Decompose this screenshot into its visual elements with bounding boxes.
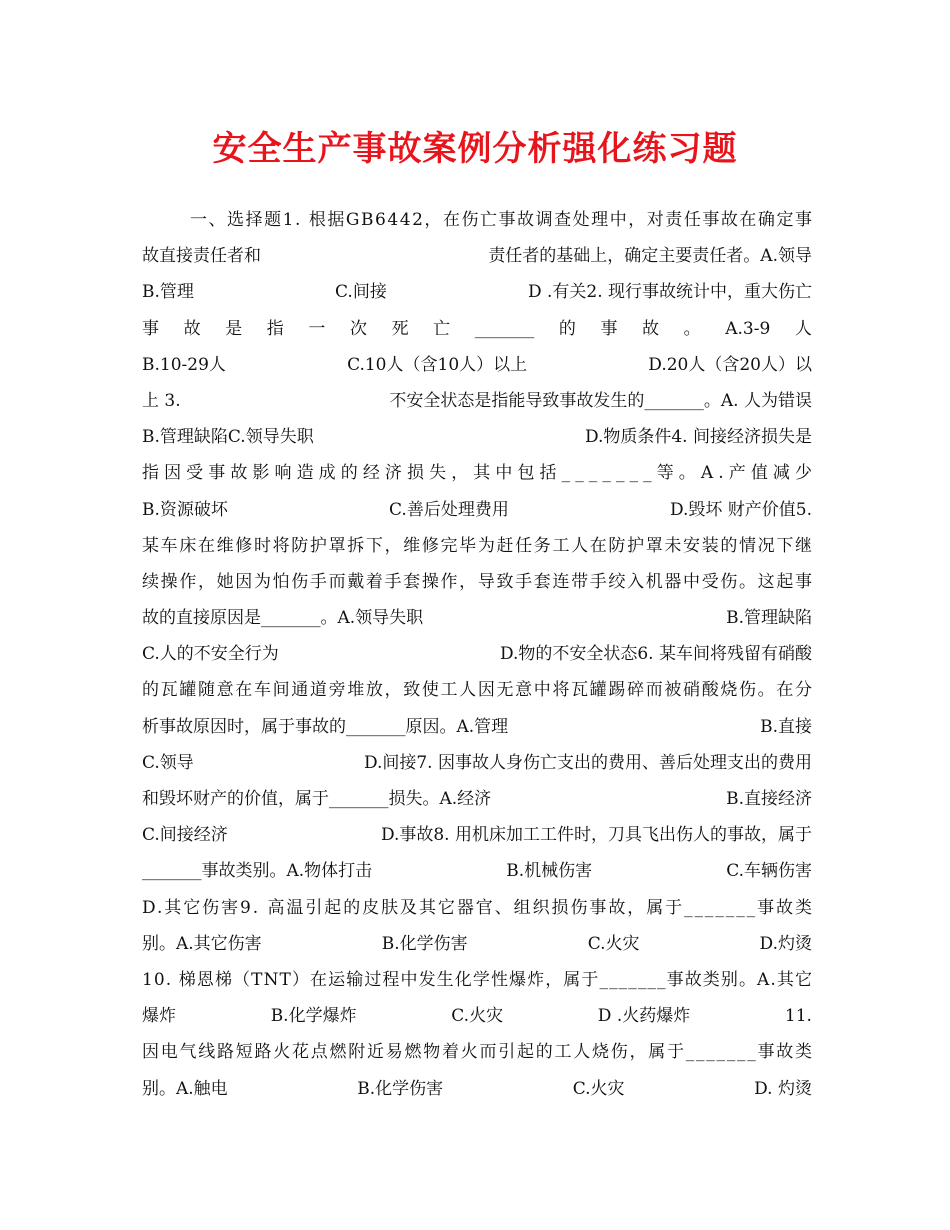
text-line [142, 455, 818, 491]
text-segment: B.10-29人 [142, 354, 226, 375]
text-line [142, 962, 812, 998]
text-segment: B.管理缺陷 [726, 608, 812, 629]
text-segment: 是 [225, 318, 243, 339]
text-line [142, 564, 812, 600]
text-line [142, 492, 812, 528]
text-line [142, 419, 812, 455]
text-segment: 析事故原因时，属于事故的_______原因。A.管理 [142, 716, 509, 737]
text-segment: 事 [600, 318, 618, 339]
text-segment: D.物的不安全状态6. 某车间将残留有硝酸 [499, 644, 812, 665]
text-segment: D.事故8. 用机床加工工件时，刀具飞出伤人的事故，属于 [380, 825, 812, 846]
text-segment: B.机械伤害 [506, 861, 593, 882]
text-segment: C.间接经济 [142, 825, 228, 846]
text-line [142, 528, 812, 564]
text-segment: B.直接 [760, 716, 812, 737]
text-line [142, 781, 812, 817]
text-segment: 次 [349, 318, 367, 339]
text-line [142, 636, 812, 672]
text-segment: C.人的不安全行为 [142, 644, 279, 665]
text-segment: D.间接7. 因事故人身伤亡支出的费用、善后处理支出的费用 [363, 752, 812, 773]
text-segment: 爆炸 [142, 1006, 176, 1027]
text-segment: B.化学爆炸 [270, 1006, 357, 1027]
text-segment: 指因受事故影响造成的经济损失，其中包括_______等。A.产值减少 [142, 463, 818, 484]
text-segment: D.物质条件4. 间接经济损失是 [584, 427, 812, 448]
text-segment: D.其它伤害9. 高温引起的皮肤及其它器官、组织损伤事故，属于_______事故类 [142, 897, 814, 918]
text-line [142, 274, 812, 310]
text-segment: 11. [784, 1006, 812, 1027]
text-segment: 死 [391, 318, 409, 339]
text-line [142, 1071, 812, 1107]
text-segment: 事 [142, 318, 159, 339]
text-segment: 因电气线路短路火花点燃附近易燃物着火而引起的工人烧伤，属于_______事故类 [142, 1042, 814, 1063]
text-line [142, 745, 812, 781]
text-line [142, 998, 812, 1034]
text-segment: B.直接经济 [726, 789, 812, 809]
text-segment: 别。A.其它伤害 [142, 933, 262, 954]
text-line [142, 709, 812, 745]
text-line [142, 926, 812, 962]
text-segment: 故 [642, 318, 660, 339]
text-segment: 故的直接原因是_______。A.领导失职 [142, 608, 424, 629]
text-line [142, 202, 812, 238]
text-segment: 故 [183, 318, 201, 339]
text-segment: 人 [794, 318, 812, 339]
text-segment: C.火灾 [572, 1078, 625, 1099]
text-segment: 不安全状态是指能导致事故发生的_______。A. 人为错误 [389, 390, 812, 411]
text-segment: C.间接 [335, 282, 387, 303]
text-line [142, 817, 812, 853]
text-segment: 续操作，她因为怕伤手而戴着手套操作，导致手套连带手绞入机器中受伤。这起事 [142, 571, 814, 592]
text-segment: B.管理 [142, 282, 194, 303]
text-segment: 别。A.触电 [142, 1078, 228, 1099]
text-segment: 亡 [433, 318, 451, 339]
text-line [142, 383, 812, 419]
text-segment: B.化学伤害 [381, 933, 468, 954]
text-segment: 上 3. [142, 390, 181, 411]
text-segment: 责任者的基础上，确定主要责任者。A.领导 [488, 246, 812, 267]
text-segment: 10. 梯恩梯（TNT）在运输过程中发生化学性爆炸，属于_______事故类别。A.其它 [142, 969, 814, 990]
text-segment: _______ [474, 318, 535, 339]
text-line [142, 672, 812, 708]
text-segment: _______事故类别。A.物体打击 [142, 861, 373, 882]
text-segment: D.20人（含20人）以 [648, 354, 812, 375]
text-segment: C.火灾 [451, 1006, 504, 1027]
text-segment: D. 灼烫 [754, 1078, 812, 1099]
text-segment: D.灼烫 [759, 933, 812, 954]
text-line [142, 311, 812, 347]
text-segment: B.化学伤害 [357, 1078, 444, 1099]
text-segment: C.领导 [142, 752, 194, 773]
text-segment: C.善后处理费用 [389, 499, 509, 520]
text-line [142, 347, 812, 383]
text-segment: A.3-9 [725, 318, 771, 339]
text-segment: D.毁坏 财产价值5. [669, 499, 812, 520]
text-segment: B.管理缺陷C.领导失职 [142, 427, 314, 448]
text-line [142, 890, 812, 926]
text-line [142, 853, 812, 889]
text-segment: 一 [308, 318, 326, 339]
text-segment: D .有关2. 现行事故统计中，重大伤亡 [527, 282, 812, 303]
text-segment: 某车床在维修时将防护罩拆下，维修完毕为赶任务工人在防护罩未安装的情况下继 [142, 535, 814, 556]
text-segment: 。 [683, 318, 701, 339]
text-line [142, 600, 812, 636]
text-line [142, 238, 812, 274]
text-segment: 一、选择题1. 根据GB6442，在伤亡事故调查处理中，对责任事故在确定事 [190, 210, 814, 230]
text-segment: C.10人（含10人）以上 [347, 354, 528, 375]
document-title: 安全生产事故案例分析强化练习题 [212, 129, 738, 169]
text-segment: 指 [266, 318, 284, 339]
text-segment: C.火灾 [587, 933, 640, 954]
document-body [142, 202, 818, 1107]
text-segment: 的 [558, 318, 576, 339]
text-segment: D .火药爆炸 [597, 1006, 691, 1027]
text-segment: 和毁坏财产的价值，属于_______损失。A.经济 [142, 789, 492, 809]
text-segment: 故直接责任者和 [142, 246, 261, 267]
text-segment: B.资源破坏 [142, 499, 228, 520]
text-segment: 的瓦罐随意在车间通道旁堆放，致使工人因无意中将瓦罐踢碎而被硝酸烧伤。在分 [142, 680, 814, 701]
text-segment: C.车辆伤害 [726, 861, 812, 882]
text-line [142, 1034, 812, 1070]
